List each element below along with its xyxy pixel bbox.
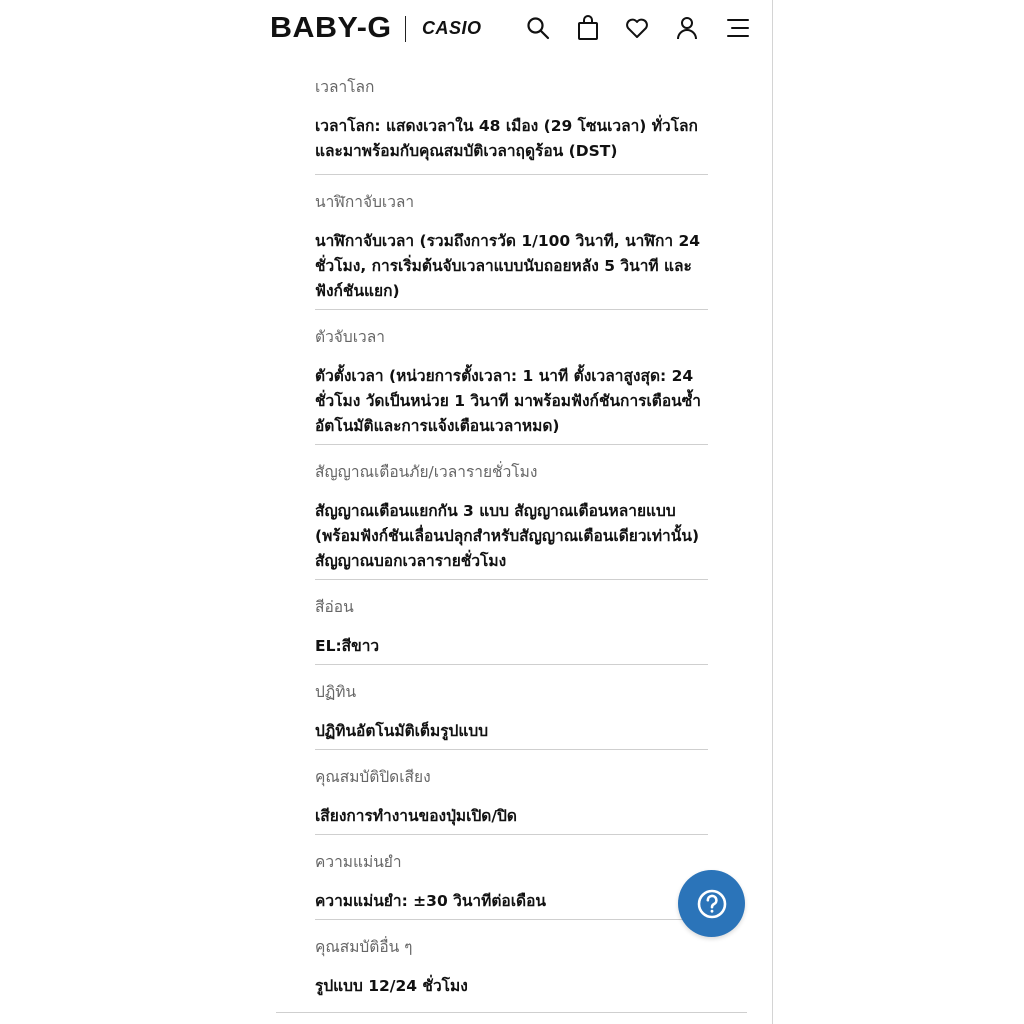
spec-label: ความแม่นยำ xyxy=(315,853,402,871)
spec-value: สัญญาณเตือนแยกกัน 3 แบบ สัญญาณเตือนหลายแบบ (พร้อมฟังก์ชันเลื่อนปลุกสำหรับสัญญาณเตือนเดียวเท่านั้น) สัญญาณบอกเวลารายชั่วโมง xyxy=(315,502,700,570)
spec-row-stopwatch xyxy=(315,175,708,310)
menu-icon xyxy=(725,15,751,41)
spec-label: คุณสมบัติอื่น ๆ xyxy=(315,938,413,956)
user-icon xyxy=(674,15,700,41)
site-header xyxy=(254,0,772,58)
spec-label: นาฬิกาจับเวลา xyxy=(315,193,415,211)
spec-label: สัญญาณเตือนภัย/เวลารายชั่วโมง xyxy=(315,463,538,481)
viewport-edge xyxy=(772,0,773,1024)
spec-label: เวลาโลก xyxy=(315,78,375,96)
spec-label: คุณสมบัติปิดเสียง xyxy=(315,768,431,786)
logo-divider xyxy=(405,16,406,42)
mobile-viewport xyxy=(254,0,772,1024)
menu-button[interactable] xyxy=(724,14,752,42)
spec-value: ปฏิทินอัตโนมัติเต็มรูปแบบ xyxy=(315,722,489,740)
spec-row-mute xyxy=(315,750,708,835)
spec-row-alarm xyxy=(315,445,708,580)
babyg-logo[interactable]: BABY-G xyxy=(270,12,392,44)
heart-icon xyxy=(624,15,650,41)
account-button[interactable] xyxy=(673,14,701,42)
spec-value: ความแม่นยำ: ±30 วินาทีต่อเดือน xyxy=(315,892,546,910)
spec-value: นาฬิกาจับเวลา (รวมถึงการวัด 1/100 วินาที, นาฬิกา 24 ชั่วโมง, การเริ่มต้นจับเวลาแบบนับถอยหลัง 5 วินาที และฟังก์ชันแยก) xyxy=(315,232,701,300)
spec-row-world-time xyxy=(315,60,708,175)
search-icon xyxy=(525,15,551,41)
spec-row-light xyxy=(315,580,708,665)
casio-logo[interactable]: CASIO xyxy=(422,18,482,38)
spec-row-timer xyxy=(315,310,708,445)
spec-label: ปฏิทิน xyxy=(315,683,357,701)
spec-list xyxy=(315,60,708,1005)
spec-row-other xyxy=(315,920,708,1005)
spec-value: เสียงการทำงานของปุ่มเปิด/ปิด xyxy=(315,807,517,825)
spec-row-accuracy xyxy=(315,835,708,920)
spec-value: EL:สีขาว xyxy=(315,637,380,655)
spec-value: ตัวตั้งเวลา (หน่วยการตั้งเวลา: 1 นาที ตั้งเวลาสูงสุด: 24 ชั่วโมง วัดเป็นหน่วย 1 วินาที มาพร้อมฟังก์ชันการเตือนซ้ำอัตโนมัติและการแจ้งเตือนเวลาหมด) xyxy=(315,367,701,435)
help-button[interactable] xyxy=(678,870,745,937)
cart-button[interactable] xyxy=(574,14,602,42)
spec-row-calendar xyxy=(315,665,708,750)
question-circle-icon xyxy=(695,887,729,921)
search-button[interactable] xyxy=(524,14,552,42)
spec-value: เวลาโลก: แสดงเวลาใน 48 เมือง (29 โซนเวลา) ทั่วโลก และมาพร้อมกับคุณสมบัติเวลาฤดูร้อน (DST) xyxy=(315,117,698,160)
spec-value: รูปแบบ 12/24 ชั่วโมง xyxy=(315,977,468,995)
shopping-bag-icon xyxy=(575,15,601,41)
wishlist-button[interactable] xyxy=(623,14,651,42)
spec-label: ตัวจับเวลา xyxy=(315,328,385,346)
spec-label: สีอ่อน xyxy=(315,598,354,616)
divider xyxy=(276,1012,747,1013)
